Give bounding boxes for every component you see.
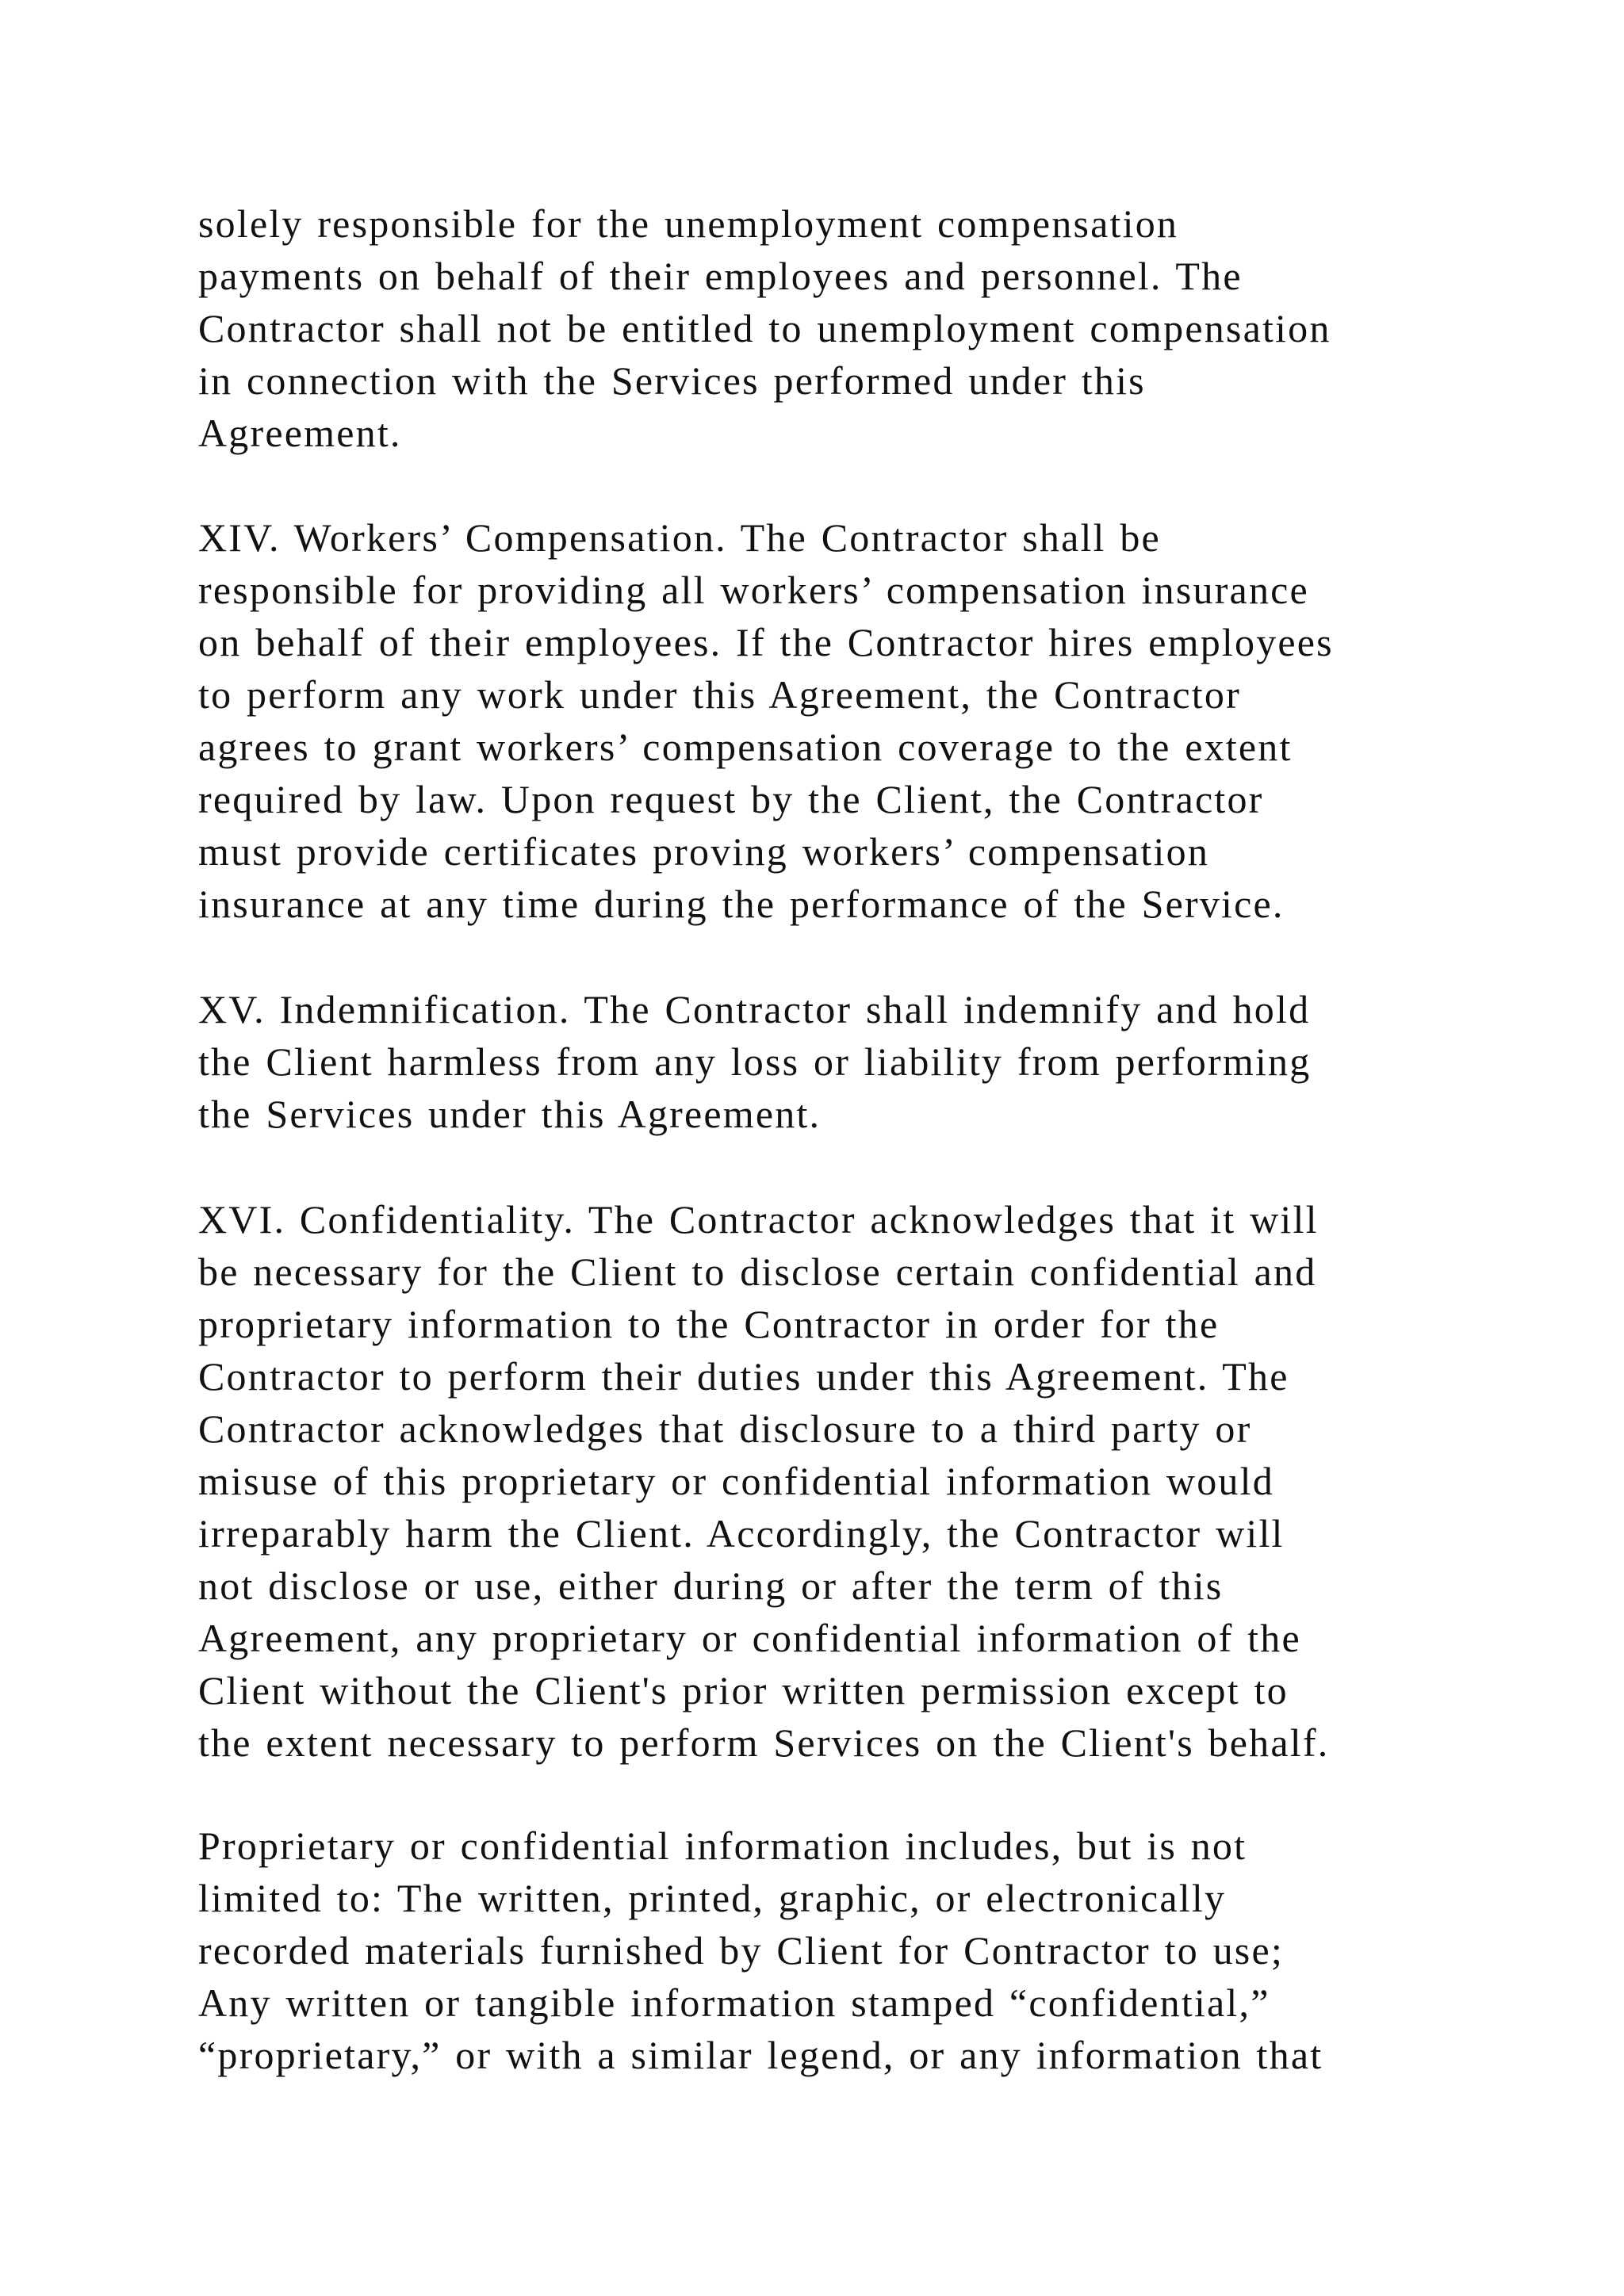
paragraph-proprietary-information — [198, 1820, 1435, 2081]
text-line: responsible for providing all workers’ compensation insurance — [198, 568, 1309, 612]
text-line: XVI. Confidentiality. The Contractor acknowledges that it will — [198, 1197, 1319, 1242]
text-line: Agreement. — [198, 411, 402, 455]
text-line: irreparably harm the Client. Accordingly, the Contractor will — [198, 1511, 1285, 1556]
text-line: on behalf of their employees. If the Contractor hires employees — [198, 620, 1334, 664]
text-line: in connection with the Services performed under this — [198, 358, 1146, 403]
text-line: XV. Indemnification. The Contractor shall indemnify and hold — [198, 987, 1311, 1031]
paragraph-workers-compensation — [198, 511, 1435, 930]
text-line: payments on behalf of their employees and personnel. The — [198, 254, 1243, 298]
text-line: be necessary for the Client to disclose certain confidential and — [198, 1249, 1317, 1294]
text-line: the Services under this Agreement. — [198, 1092, 822, 1136]
text-line: misuse of this proprietary or confidential information would — [198, 1459, 1274, 1503]
text-line: “proprietary,” or with a similar legend, or any information that — [198, 2033, 1323, 2077]
text-line: Proprietary or confidential information includes, but is not — [198, 1823, 1247, 1868]
paragraph-indemnification — [198, 983, 1435, 1140]
text-line: Any written or tangible information stamped “confidential,” — [198, 1980, 1270, 2025]
text-line: solely responsible for the unemployment compensation — [198, 201, 1179, 246]
paragraph-confidentiality — [198, 1193, 1435, 1769]
text-line: Contractor to perform their duties under this Agreement. The — [198, 1354, 1289, 1399]
text-line: Contractor acknowledges that disclosure to a third party or — [198, 1406, 1252, 1451]
text-line: the extent necessary to perform Services on the Client's behalf. — [198, 1720, 1330, 1765]
text-line: recorded materials furnished by Client for Contractor to use; — [198, 1928, 1284, 1973]
text-line: agrees to grant workers’ compensation coverage to the extent — [198, 725, 1293, 769]
text-line: XIV. Workers’ Compensation. The Contractor shall be — [198, 515, 1161, 560]
text-line: Contractor shall not be entitled to unemployment compensation — [198, 306, 1331, 350]
text-line: the Client harmless from any loss or liability from performing — [198, 1039, 1312, 1084]
text-line: insurance at any time during the performance of the Service. — [198, 882, 1285, 926]
text-line: proprietary information to the Contractor in order for the — [198, 1302, 1220, 1346]
paragraph-unemployment-compensation — [198, 197, 1435, 459]
text-line: not disclose or use, either during or after the term of this — [198, 1563, 1224, 1608]
text-line: must provide certificates proving workers’ compensation — [198, 829, 1210, 874]
text-line: Client without the Client's prior written permission except to — [198, 1668, 1289, 1712]
text-line: required by law. Upon request by the Client, the Contractor — [198, 777, 1264, 821]
text-line: to perform any work under this Agreement, the Contractor — [198, 672, 1241, 717]
text-line: Agreement, any proprietary or confidential information of the — [198, 1616, 1301, 1660]
text-line: limited to: The written, printed, graphic, or electronically — [198, 1876, 1227, 1920]
